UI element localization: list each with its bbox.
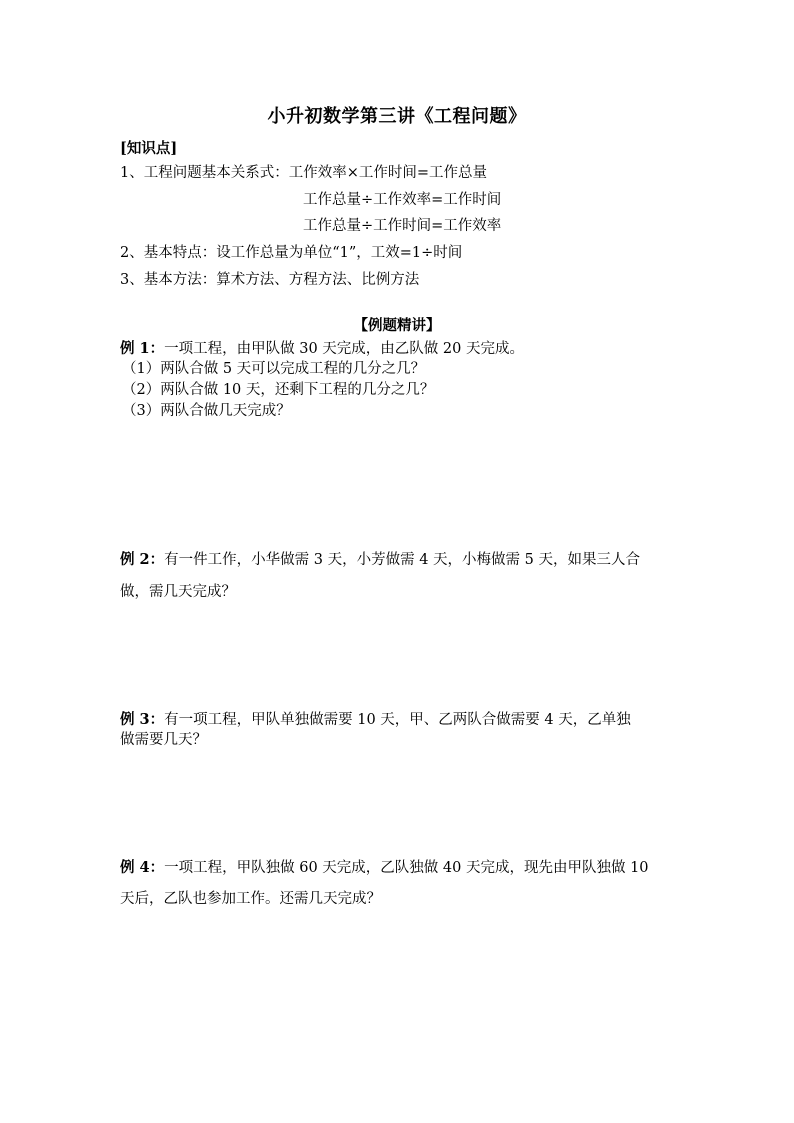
example-4-line-2: 天后，乙队也参加工作。还需几天完成？	[120, 891, 381, 907]
example-3-line-1: 有一项工程，甲队单独做需要 10 天，甲、乙两队合做需要 4 天，乙单独	[164, 712, 631, 728]
example-1-question-1: （1）两队合做 5 天可以完成工程的几分之几？	[122, 361, 426, 377]
example-2-line-2: 做，需几天完成？	[120, 584, 236, 600]
knowledge-point-1: 1、工程问题基本关系式：工作效率×工作时间=工作总量	[120, 165, 488, 181]
example-1-text: 一项工程，由甲队做 30 天完成，由乙队做 20 天完成。	[164, 341, 524, 357]
page-title: 小升初数学第三讲《工程问题》	[267, 106, 527, 127]
example-1-label: 例 1：	[120, 340, 165, 357]
example-3-label: 例 3：	[120, 711, 165, 728]
knowledge-point-2: 2、基本特点：设工作总量为单位“1”，工效=1÷时间	[120, 245, 463, 261]
formula-work-time: 工作总量÷工作效率=工作时间	[303, 192, 502, 208]
example-1-question-3: （3）两队合做几天完成？	[122, 403, 291, 419]
example-4-line-1: 一项工程，甲队独做 60 天完成，乙队独做 40 天完成，现先由甲队独做 10	[164, 860, 649, 876]
example-3	[120, 713, 631, 728]
example-1-question-2: （2）两队合做 10 天，还剩下工程的几分之几？	[122, 382, 435, 398]
example-4-label: 例 4：	[120, 859, 165, 876]
knowledge-heading: [知识点]	[120, 140, 178, 157]
example-2-line-1: 有一件工作，小华做需 3 天，小芳做需 4 天，小梅做需 5 天，如果三人合	[164, 552, 640, 568]
example-1	[120, 342, 524, 357]
formula-work-efficiency: 工作总量÷工作时间=工作效率	[303, 218, 502, 234]
knowledge-point-3: 3、基本方法：算术方法、方程方法、比例方法	[120, 272, 420, 288]
example-2-label: 例 2：	[120, 551, 165, 568]
example-4	[120, 861, 649, 876]
section-title: 【例题精讲】	[353, 317, 441, 334]
example-2	[120, 553, 640, 568]
example-3-line-2: 做需要几天？	[120, 732, 207, 748]
